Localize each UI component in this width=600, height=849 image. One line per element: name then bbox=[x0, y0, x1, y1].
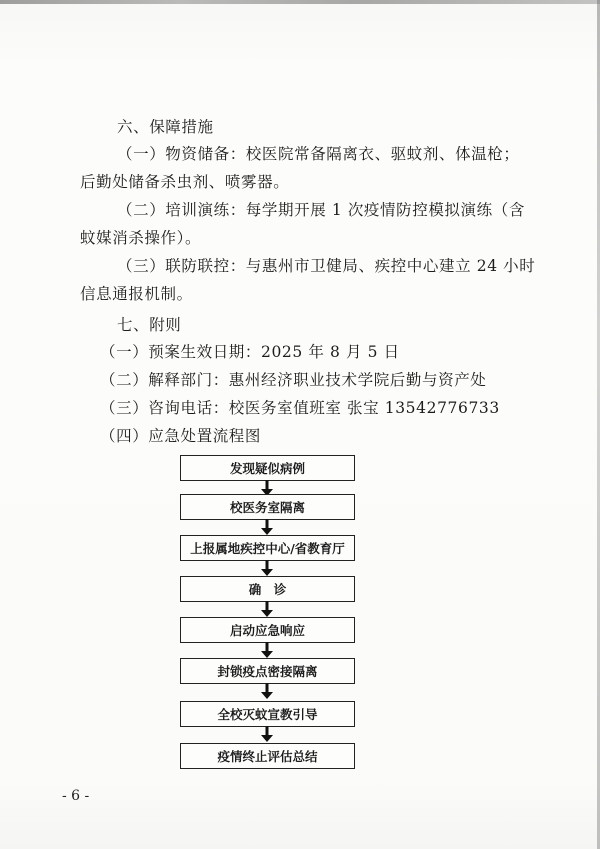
section7-item3: （三）咨询电话：校医务室值班室 张宝 13542776733 bbox=[100, 399, 500, 417]
flow-arrow-2 bbox=[260, 519, 274, 535]
flow-step-4: 确 诊 bbox=[180, 576, 355, 602]
section6-item3-line1: （三）联防联控：与惠州市卫健局、疾控中心建立 24 小时 bbox=[117, 257, 536, 275]
flow-arrow-3 bbox=[260, 560, 274, 576]
flow-step-6: 封锁疫点密接隔离 bbox=[180, 658, 355, 684]
flow-step-7: 全校灭蚊宣教引导 bbox=[180, 701, 355, 727]
section7-item4: （四）应急处置流程图 bbox=[100, 427, 262, 445]
section7-heading: 七、附则 bbox=[117, 316, 182, 334]
flow-step-8: 疫情终止评估总结 bbox=[180, 743, 355, 769]
page-number: - 6 - bbox=[62, 788, 90, 804]
section6-item1-line1: （一）物资储备：校医院常备隔离衣、驱蚊剂、体温枪； bbox=[117, 145, 520, 163]
section6-heading: 六、保障措施 bbox=[117, 118, 214, 136]
flow-step-2: 校医务室隔离 bbox=[180, 494, 355, 520]
flow-arrow-4 bbox=[260, 601, 274, 617]
flow-step-1: 发现疑似病例 bbox=[180, 455, 355, 481]
section6-item1-line2: 后勤处储备杀虫剂、喷雾器。 bbox=[80, 173, 290, 191]
section6-item2-line1: （二）培训演练：每学期开展 1 次疫情防控模拟演练（含 bbox=[117, 201, 525, 219]
section6-item2-line2: 蚊媒消杀操作）。 bbox=[80, 229, 202, 247]
scan-edge-top bbox=[0, 0, 600, 4]
flow-arrow-6 bbox=[260, 683, 274, 699]
section6-item3-line2: 信息通报机制。 bbox=[80, 285, 193, 303]
flow-step-5: 启动应急响应 bbox=[180, 617, 355, 643]
section7-item2: （二）解释部门：惠州经济职业技术学院后勤与资产处 bbox=[100, 371, 487, 389]
flow-arrow-5 bbox=[260, 642, 274, 658]
flow-arrow-7 bbox=[260, 726, 274, 742]
flow-step-3: 上报属地疾控中心/省教育厅 bbox=[180, 535, 355, 561]
section7-item1: （一）预案生效日期：2025 年 8 月 5 日 bbox=[100, 343, 400, 361]
